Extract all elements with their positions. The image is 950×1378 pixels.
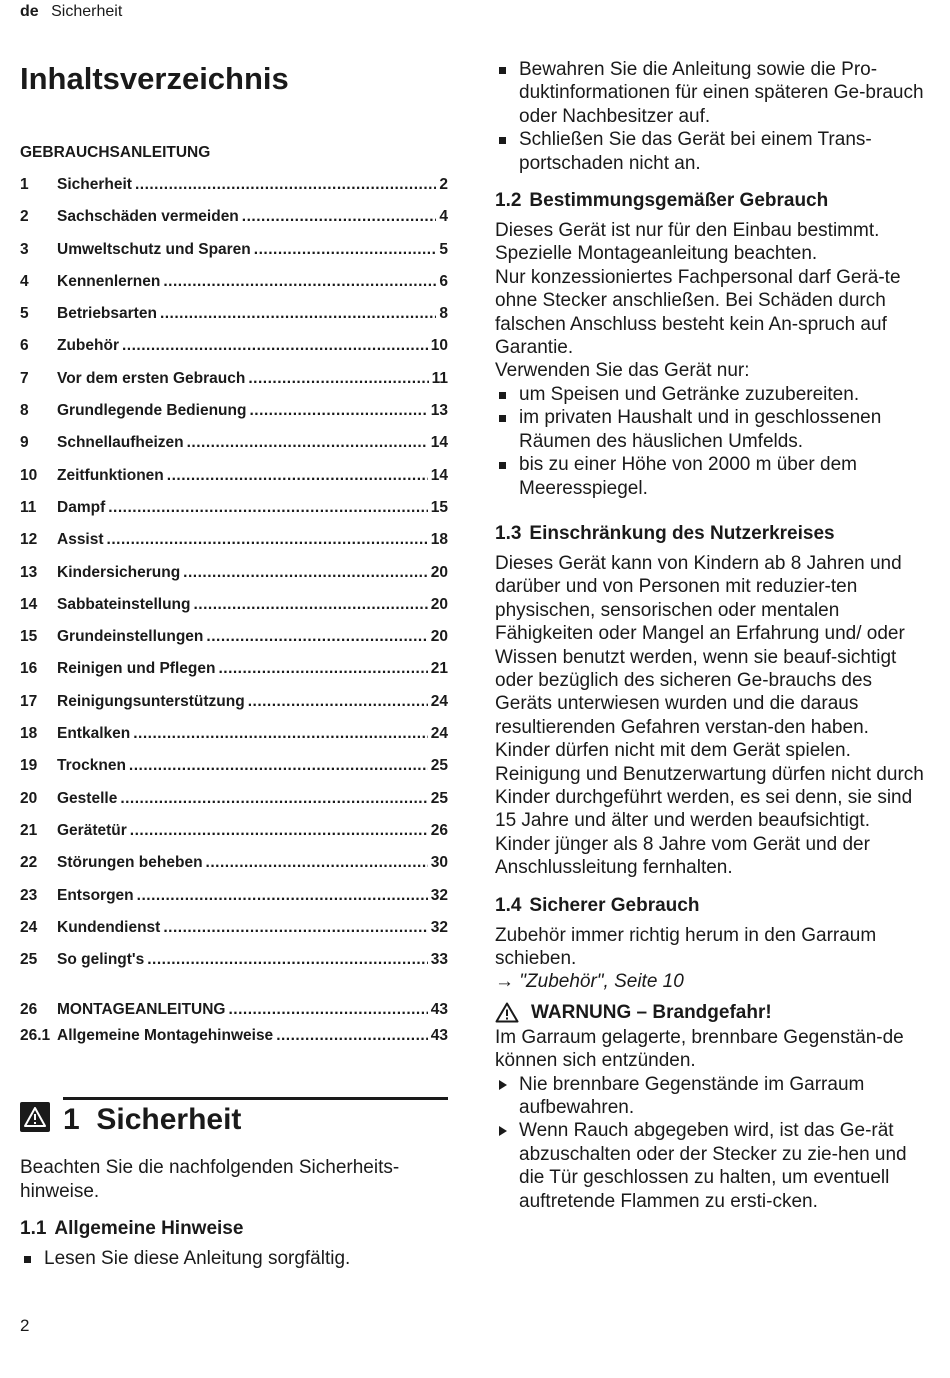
toc-entry-number: 3: [20, 240, 29, 258]
toc-leader-dots: [163, 919, 427, 937]
toc-entry[interactable]: [20, 1027, 448, 1053]
toc-entry[interactable]: [20, 370, 448, 402]
paragraph: Kinder dürfen nicht mit dem Gerät spielen.: [495, 740, 851, 762]
toc-leader-dots: [129, 757, 428, 775]
toc-entry[interactable]: [20, 305, 448, 337]
toc-entry[interactable]: [20, 790, 448, 822]
list-item: Lesen Sie diese Anleitung sorgfältig.: [20, 1247, 448, 1270]
toc-entry-title: Trocknen: [57, 757, 126, 775]
toc-entry-number: 25: [20, 951, 38, 969]
toc-entry-number: 5: [20, 305, 29, 323]
right-column: [495, 58, 925, 1213]
chapter-title: 1 Sicherheit: [63, 1103, 242, 1137]
toc-entry-number: 23: [20, 886, 38, 904]
toc-entry-page: 26: [430, 821, 448, 839]
toc-entry-number: 14: [20, 595, 38, 613]
toc-title: Inhaltsverzeichnis: [20, 61, 289, 96]
toc-leader-dots: [206, 854, 428, 872]
toc-entry[interactable]: [20, 854, 448, 886]
toc-entry-page: 30: [430, 854, 448, 872]
paragraph: Kinder jünger als 8 Jahre vom Gerät und der Anschlussleitung fernhalten.: [495, 833, 870, 879]
toc-entry-title: Sachschäden vermeiden: [57, 208, 239, 226]
toc-entry-title: Assist: [57, 531, 104, 549]
toc-entry-number: 6: [20, 337, 29, 355]
warning-steps: [495, 1073, 925, 1213]
toc-entry-title: Zubehör: [57, 337, 119, 355]
toc-entry-number: 24: [20, 918, 38, 936]
paragraph: Verwenden Sie das Gerät nur:: [495, 360, 750, 382]
toc-entry-title: So gelingt's: [57, 951, 145, 969]
list-item: um Speisen und Getränke zuzubereiten.: [495, 383, 925, 406]
toc-entry-title: Reinigungsunterstützung: [57, 692, 245, 710]
toc-entry-number: 9: [20, 434, 29, 452]
toc-entry-page: 10: [430, 337, 448, 355]
toc-entry[interactable]: [20, 1001, 448, 1027]
section-1-1-heading: 1.1 Allgemeine Hinweise: [20, 1218, 244, 1240]
toc-entry-page: 14: [430, 466, 448, 484]
toc-leader-dots: [254, 241, 437, 259]
toc-entry-title: Kennenlernen: [57, 272, 161, 290]
toc-leader-dots: [122, 337, 428, 355]
toc-entry[interactable]: [20, 887, 448, 919]
toc-entry-number: 13: [20, 563, 38, 581]
toc-entry-number: 19: [20, 757, 38, 775]
toc-list: [20, 176, 448, 983]
toc-entry[interactable]: [20, 822, 448, 854]
section-1-4-heading: 1.4 Sicherer Gebrauch: [495, 894, 700, 916]
toc-entry[interactable]: [20, 757, 448, 789]
toc-entry[interactable]: [20, 241, 448, 273]
toc-entry[interactable]: [20, 531, 448, 563]
toc-leader-dots: [108, 499, 428, 517]
toc-entry-page: 8: [439, 305, 448, 323]
arrow-right-icon: →: [495, 971, 514, 993]
toc-entry-number: 18: [20, 725, 38, 743]
toc-entry-title: Vor dem ersten Gebrauch: [57, 369, 246, 387]
toc-montage-list: [20, 1001, 448, 1053]
toc-leader-dots: [228, 1001, 427, 1019]
toc-leader-dots: [187, 434, 428, 452]
toc-leader-dots: [242, 208, 437, 226]
toc-entry[interactable]: [20, 208, 448, 240]
warning-text: Im Garraum gelagerte, brennbare Gegenstän-de können sich entzünden.: [495, 1026, 904, 1072]
toc-entry[interactable]: [20, 919, 448, 951]
chapter-1: [63, 1097, 448, 1144]
toc-entry-page: 21: [430, 660, 448, 678]
toc-entry-title: Zeitfunktionen: [57, 466, 164, 484]
toc-entry-title: Kindersicherung: [57, 563, 181, 581]
toc-entry[interactable]: [20, 176, 448, 208]
toc-leader-dots: [276, 1027, 428, 1045]
toc-leader-dots: [120, 790, 427, 808]
toc-entry-page: 25: [430, 757, 448, 775]
toc-entry-title: Störungen beheben: [57, 854, 203, 872]
toc-entry-title: Gestelle: [57, 789, 118, 807]
toc-leader-dots: [147, 951, 428, 969]
toc-entry-number: 26: [20, 1001, 38, 1019]
toc-entry[interactable]: [20, 725, 448, 757]
toc-entry[interactable]: [20, 596, 448, 628]
toc-leader-dots: [130, 822, 428, 840]
toc-entry-page: 13: [430, 402, 448, 420]
toc-entry-number: 17: [20, 692, 38, 710]
toc-leader-dots: [137, 887, 428, 905]
toc-entry-page: 43: [430, 1027, 448, 1045]
toc-entry-title: Allgemeine Montagehinweise: [57, 1027, 274, 1045]
toc-leader-dots: [194, 596, 428, 614]
page-header: [20, 3, 122, 21]
toc-entry[interactable]: [20, 337, 448, 369]
toc-entry-number: 7: [20, 369, 29, 387]
toc-entry-number: 20: [20, 789, 38, 807]
toc-leader-dots: [133, 725, 428, 743]
toc-entry-number: 22: [20, 854, 38, 872]
toc-entry-number: 26.1: [20, 1027, 51, 1045]
toc-entry-number: 4: [20, 272, 29, 290]
language-code: de: [20, 3, 39, 20]
toc-entry[interactable]: [20, 402, 448, 434]
toc-entry-title: Umweltschutz und Sparen: [57, 240, 251, 258]
toc-entry[interactable]: [20, 434, 448, 466]
list-item: Nie brennbare Gegenstände im Garraum aufbewahren.: [495, 1073, 925, 1120]
toc-entry-number: 21: [20, 821, 38, 839]
toc-entry-title: MONTAGEANLEITUNG: [57, 1001, 226, 1019]
general-hints-list-cont: [495, 58, 925, 175]
toc-entry-title: Entkalken: [57, 725, 131, 743]
toc-leader-dots: [167, 467, 428, 485]
page-number: 2: [20, 1316, 30, 1335]
toc-section-label: GEBRAUCHSANLEITUNG: [20, 144, 211, 161]
toc-entry[interactable]: [20, 467, 448, 499]
toc-entry[interactable]: [20, 693, 448, 725]
warning-triangle-icon: [495, 1002, 519, 1023]
toc-entry-title: Kundendienst: [57, 918, 161, 936]
warning-triangle-icon: [20, 1102, 50, 1132]
toc-entry-number: 1: [20, 176, 29, 193]
toc-entry-page: 4: [439, 208, 448, 226]
toc-entry-number: 8: [20, 402, 29, 420]
toc-entry-number: 2: [20, 208, 29, 226]
toc-entry-title: Betriebsarten: [57, 305, 157, 323]
toc-entry-page: 24: [430, 692, 448, 710]
toc-entry-page: 32: [430, 918, 448, 936]
section-1-2-heading: 1.2 Bestimmungsgemäßer Gebrauch: [495, 190, 829, 212]
toc-entry-title: Dampf: [57, 498, 106, 516]
toc-entry-page: 24: [430, 725, 448, 743]
toc-entry-page: 20: [430, 563, 448, 581]
toc-entry-number: 10: [20, 466, 38, 484]
toc-entry-page: 5: [439, 240, 448, 258]
paragraph: Nur konzessioniertes Fachpersonal darf Gerä-te ohne Stecker anschließen. Bei Schäden durch falschen Anschluss besteht kein An-spruch auf Garantie.: [495, 266, 901, 359]
toc-entry-number: 11: [20, 498, 37, 516]
toc-entry[interactable]: [20, 273, 448, 305]
toc-leader-dots: [248, 370, 428, 388]
toc-entry-page: 11: [431, 369, 448, 387]
warning-heading: WARNUNG – Brandgefahr!: [495, 1000, 925, 1026]
toc-entry-page: 20: [430, 595, 448, 613]
toc-entry[interactable]: [20, 951, 448, 983]
toc-entry-title: Grundlegende Bedienung: [57, 402, 247, 420]
toc-leader-dots: [107, 531, 428, 549]
toc-leader-dots: [160, 305, 436, 323]
toc-entry-title: Reinigen und Pflegen: [57, 660, 216, 678]
header-section: Sicherheit: [51, 3, 123, 20]
toc-entry-page: 20: [430, 628, 448, 646]
toc-leader-dots: [218, 660, 427, 678]
list-item: Wenn Rauch abgegeben wird, ist das Ge-rät abzuschalten oder der Stecker zu zie-hen und die Tür geschlossen zu halten, um eventuell auftretende Flammen zu ersti-cken.: [495, 1119, 925, 1213]
toc-entry[interactable]: [20, 660, 448, 692]
toc-entry-number: 15: [20, 628, 38, 646]
toc-entry-number: 12: [20, 531, 38, 549]
toc-entry-page: 15: [430, 498, 448, 516]
toc-entry-title: Gerätetür: [57, 821, 127, 839]
left-column: [20, 58, 448, 1271]
toc-entry-title: Schnellaufheizen: [57, 434, 184, 452]
general-hints-list: [20, 1247, 448, 1270]
toc-entry-page: 25: [430, 789, 448, 807]
toc-leader-dots: [163, 273, 436, 291]
toc-entry-number: 16: [20, 660, 38, 678]
toc-entry-page: 18: [430, 531, 448, 549]
toc-entry-page: 2: [439, 176, 448, 193]
paragraph: Dieses Gerät ist nur für den Einbau bestimmt. Spezielle Montageanleitung beachten.: [495, 220, 880, 265]
paragraph: Zubehör immer richtig herum in den Garraum schieben.: [495, 924, 877, 969]
toc-leader-dots: [249, 402, 427, 420]
toc-entry-page: 43: [430, 1001, 448, 1019]
toc-entry-page: 14: [430, 434, 448, 452]
toc-leader-dots: [183, 564, 428, 582]
toc-entry-title: Sicherheit: [57, 176, 132, 193]
toc-entry[interactable]: [20, 499, 448, 531]
toc-entry-page: 33: [430, 951, 448, 969]
toc-entry[interactable]: [20, 628, 448, 660]
toc-entry[interactable]: [20, 564, 448, 596]
toc-entry-page: 6: [439, 272, 448, 290]
toc-leader-dots: [248, 693, 428, 711]
toc-entry-page: 32: [430, 886, 448, 904]
paragraph: Reinigung und Benutzerwartung dürfen nicht durch Kinder durchgeführt werden, es sei denn, sie sind 15 Jahre und älter und werden beaufsichtigt.: [495, 763, 924, 832]
toc-entry-title: Grundeinstellungen: [57, 628, 204, 646]
toc-leader-dots: [135, 176, 436, 194]
cross-reference[interactable]: → "Zubehör", Seite 10: [495, 971, 684, 993]
list-item: im privaten Haushalt und in geschlossenen Räumen des häuslichen Umfelds.: [495, 406, 925, 453]
section-1-3-heading: 1.3 Einschränkung des Nutzerkreises: [495, 522, 835, 544]
chapter-intro: Beachten Sie die nachfolgenden Sicherheits-hinweise.: [20, 1157, 400, 1202]
usage-list: [495, 383, 925, 500]
toc-entry-title: Entsorgen: [57, 886, 134, 904]
toc-leader-dots: [206, 628, 427, 646]
toc-entry-title: Sabbateinstellung: [57, 595, 191, 613]
paragraph: Dieses Gerät kann von Kindern ab 8 Jahren und darüber und von Personen mit reduzier-ten physischen, sensorischen oder mentalen Fähigkeiten oder Mangel an Erfahrung und/ oder Wissen benutzt werden, wenn sie beauf-sichtigt oder bezüglich des sicheren Ge-brauchs des Geräts unterwiesen wurden und die daraus resultierenden Gefahren verstan-den haben.: [495, 552, 905, 738]
list-item: Schließen Sie das Gerät bei einem Trans-portschaden nicht an.: [495, 128, 925, 175]
list-item: Bewahren Sie die Anleitung sowie die Pro-duktinformationen für einen späteren Ge-brauch oder Nachbesitzer auf.: [495, 58, 925, 128]
list-item: bis zu einer Höhe von 2000 m über dem Meeresspiegel.: [495, 453, 925, 500]
